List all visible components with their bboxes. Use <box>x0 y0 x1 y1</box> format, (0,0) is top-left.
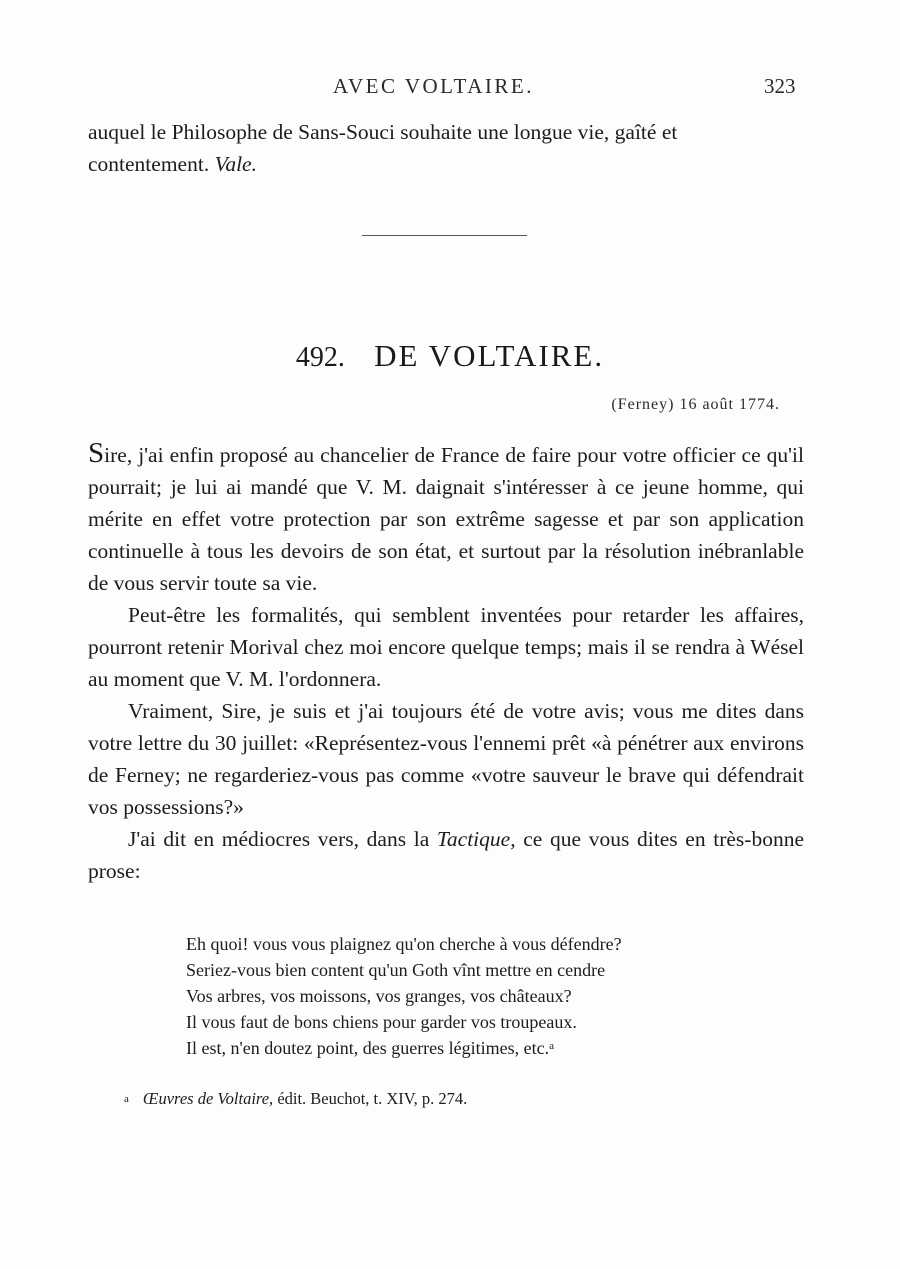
verse-line-2: Seriez-vous bien content qu'un Goth vînt mettre en cendre <box>186 960 606 980</box>
previous-letter-ending <box>88 116 804 180</box>
carryover-line-1: auquel le Philosophe de Sans-Souci souhaite une longue vie, gaîté et <box>88 120 678 144</box>
verse-line-1: Eh quoi! vous vous plaignez qu'on cherche à vous défendre? <box>186 934 622 954</box>
footnote <box>124 1088 804 1110</box>
paragraph-4-before: J'ai dit en médiocres vers, dans la <box>128 827 437 851</box>
verse-line-5 <box>186 1035 766 1061</box>
footnote-citation: édit. Beuchot, t. XIV, p. 274. <box>273 1089 468 1108</box>
footnote-work-title: Œuvres de Voltaire, <box>142 1089 274 1108</box>
letter-heading <box>0 338 900 374</box>
section-divider <box>362 235 527 236</box>
closing-vale: Vale. <box>214 152 257 176</box>
letter-number: 492. <box>295 342 345 373</box>
paragraph-4-after: ce que vous dites en très-bonne prose: <box>88 827 804 883</box>
drop-cap: S <box>88 437 105 469</box>
paragraph-1 <box>88 437 804 599</box>
verse-line-4: Il vous faut de bons chiens pour garder vos troupeaux. <box>186 1012 577 1032</box>
paragraph-1-text: ire, j'ai enfin proposé au chancelier de France de faire pour votre officier ce qu'il pourrait; je lui ai mandé que V. M. daignait s'intéresser à ce jeune homme, qui mérite en effet votre protection par son extrême sagesse et par son application continuelle à tous les devoirs de son état, et surtout par la résolution inébranlable de vous servir toute sa vie. <box>88 443 804 595</box>
footnote-reference: a <box>549 1040 555 1052</box>
verse-line-5-text: Il est, n'en doutez point, des guerres légitimes, etc. <box>186 1038 550 1058</box>
carryover-line-2 <box>88 148 804 180</box>
running-head <box>0 74 900 104</box>
page-number: 323 <box>764 74 796 98</box>
dateline: (Ferney) 16 août 1774. <box>611 396 780 413</box>
letter-body <box>88 437 804 887</box>
tactique-title: Tactique, <box>436 827 516 851</box>
footnote-mark: a <box>124 1093 129 1105</box>
paragraph-2: Peut-être les formalités, qui semblent inventées pour retarder les affaires, pourront retenir Morival chez moi encore quelque temps; mais il se rendra à Wésel au moment que V. M. l'ordonnera. <box>88 603 804 691</box>
verse-quotation <box>186 931 766 1061</box>
running-title: AVEC VOLTAIRE. <box>333 74 534 98</box>
paragraph-4 <box>88 823 804 887</box>
letter-title: DE VOLTAIRE. <box>374 338 605 373</box>
paragraph-3: Vraiment, Sire, je suis et j'ai toujours été de votre avis; vous me dites dans votre lettre du 30 juillet: «Représentez-vous l'ennemi prêt «à pénétrer aux environs de Ferney; ne regarderiez-vous pas comme «votre sauveur le brave qui défendrait vos possessions?» <box>88 699 804 819</box>
verse-line-3: Vos arbres, vos moissons, vos granges, vos châteaux? <box>186 986 572 1006</box>
carryover-text: contentement. <box>88 152 215 176</box>
